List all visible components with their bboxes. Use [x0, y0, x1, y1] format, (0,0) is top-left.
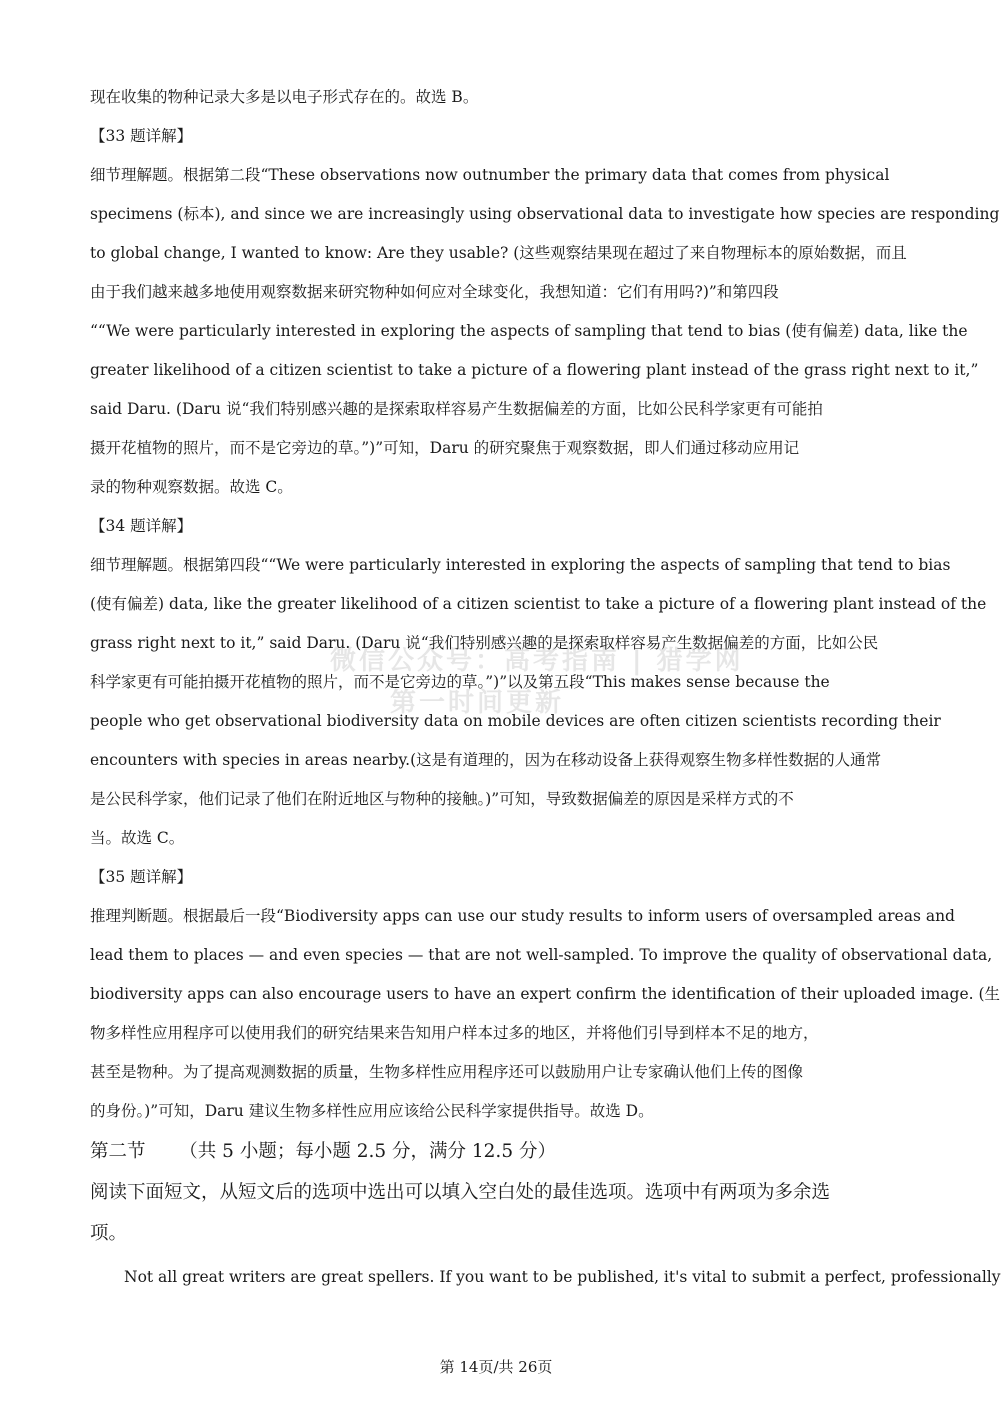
previous-answer-line: 现在收集的物种记录大多是以电子形式存在的。故选 B。: [90, 88, 479, 106]
q34-line: 是公民科学家，他们记录了他们在附近地区与物种的接触。)”可知，导致数据偏差的原因是采样方式的不: [90, 790, 794, 808]
q33-line: said Daru. (Daru 说“我们特别感兴趣的是探索取样容易产生数据偏差的方面，比如公民科学家更有可能拍: [90, 400, 823, 418]
q33-line: greater likelihood of a citizen scientist to take a picture of a flowering plant instead of the grass right next to it,”: [90, 361, 979, 379]
q34-line: 细节理解题。根据第四段““We were particularly interested in exploring the aspects of sampling that tend to bias: [90, 556, 951, 574]
passage-first-line: Not all great writers are great spellers. If you want to be published, it's vital to submit a perfect, professionally: [124, 1268, 1001, 1286]
q34-line: grass right next to it,” said Daru. (Daru 说“我们特别感兴趣的是探索取样容易产生数据偏差的方面，比如公民: [90, 634, 879, 652]
q35-line: 甚至是物种。为了提高观测数据的质量，生物多样性应用程序还可以鼓励用户让专家确认他们上传的图像: [90, 1063, 804, 1081]
part2-title-prefix: 第二节: [90, 1141, 146, 1162]
q33-line: 摄开花植物的照片，而不是它旁边的草。”)”可知，Daru 的研究聚焦于观察数据，即人们通过移动应用记: [90, 439, 800, 457]
q33-line: to global change, I wanted to know: Are they usable? (这些观察结果现在超过了来自物理标本的原始数据，而且: [90, 244, 907, 262]
q33-line: specimens (标本), and since we are increasingly using observational data to investigate how species are responding: [90, 205, 1000, 223]
q33-heading: 【33 题详解】: [90, 127, 193, 145]
q35-line: biodiversity apps can also encourage users to have an expert confirm the identification of their uploaded image. (生: [90, 985, 1001, 1003]
q34-line: 科学家更有可能拍摄开花植物的照片，而不是它旁边的草。”)”以及第五段“This makes sense because the: [90, 673, 830, 691]
q33-line: 细节理解题。根据第二段“These observations now outnumber the primary data that comes from physical: [90, 166, 890, 184]
q34-line: people who get observational biodiversity data on mobile devices are often citizen scientists recording their: [90, 712, 941, 730]
q35-line: 推理判断题。根据最后一段“Biodiversity apps can use our study results to inform users of oversampled areas and: [90, 907, 955, 925]
q34-line: encounters with species in areas nearby.(这是有道理的，因为在移动设备上获得观察生物多样性数据的人通常: [90, 751, 882, 769]
part2-title-rest: （共 5 小题；每小题 2.5 分，满分 12.5 分）: [179, 1141, 556, 1162]
part2-instruction: 阅读下面短文，从短文后的选项中选出可以填入空白处的最佳选项。选项中有两项为多余选: [90, 1182, 831, 1203]
q33-line: 录的物种观察数据。故选 C。: [90, 478, 293, 496]
q34-line: (使有偏差) data, like the greater likelihood of a citizen scientist to take a picture of a flowering plant instead of the: [90, 595, 987, 613]
watermark-line: 微信公众号：高考指南 | 猎学网: [330, 646, 744, 676]
q35-line: 的身份。)”可知，Daru 建议生物多样性应用应该给公民科学家提供指导。故选 D。: [90, 1102, 654, 1120]
q33-line: ““We were particularly interested in exploring the aspects of sampling that tend to bias (使有偏差) data, like the: [90, 322, 968, 340]
q35-line: 物多样性应用程序可以使用我们的研究结果来告知用户样本过多的地区，并将他们引导到样本不足的地方，: [90, 1024, 819, 1042]
page-content: [90, 78, 1001, 1297]
part2-title: [90, 1131, 906, 1172]
part2-instruction-cont: 项。: [90, 1223, 128, 1244]
q34-explanation: [90, 546, 987, 858]
q35-line: lead them to places — and even species — that are not well-sampled. To improve the quality of observational data,: [90, 946, 993, 964]
q33-explanation: [90, 156, 1000, 507]
q33-line: 由于我们越来越多地使用观察数据来研究物种如何应对全球变化，我想知道：它们有用吗?)”和第四段: [90, 283, 779, 301]
q34-line: 当。故选 C。: [90, 829, 185, 847]
page-footer: 第 14页/共 26页: [439, 1358, 553, 1376]
q35-heading: 【35 题详解】: [90, 868, 193, 886]
q35-explanation: [90, 897, 1001, 1131]
watermark-line: 第一时间更新: [390, 688, 565, 718]
q34-heading: 【34 题详解】: [90, 517, 193, 535]
